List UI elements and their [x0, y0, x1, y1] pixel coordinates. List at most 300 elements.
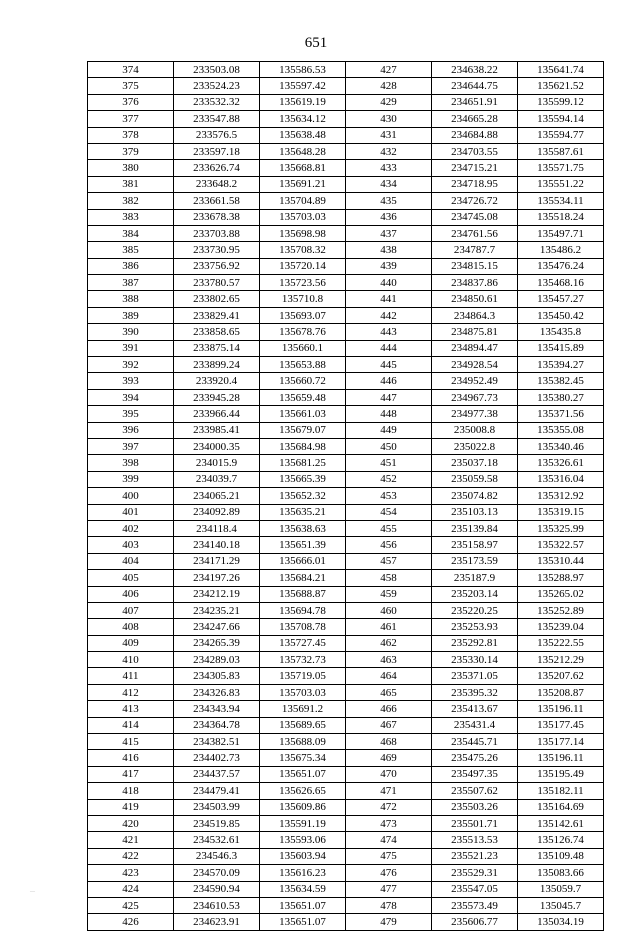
point-number-right-cell: 472 — [346, 799, 432, 815]
x-coordinate-right-cell: 234850.61 — [432, 291, 518, 307]
point-number-right-cell: 439 — [346, 258, 432, 274]
x-coordinate-right-cell: 234726.72 — [432, 193, 518, 209]
y-coordinate-left-cell: 135668.81 — [260, 160, 346, 176]
point-number-left-cell: 393 — [88, 373, 174, 389]
table-row — [88, 504, 604, 520]
y-coordinate-left-cell: 135732.73 — [260, 652, 346, 668]
y-coordinate-left-cell: 135659.48 — [260, 389, 346, 405]
x-coordinate-left-cell: 233966.44 — [174, 406, 260, 422]
y-coordinate-left-cell: 135679.07 — [260, 422, 346, 438]
point-number-left-cell: 417 — [88, 766, 174, 782]
y-coordinate-right-cell: 135142.61 — [518, 815, 604, 831]
y-coordinate-left-cell: 135703.03 — [260, 684, 346, 700]
y-coordinate-right-cell: 135059.7 — [518, 881, 604, 897]
x-coordinate-right-cell: 234864.3 — [432, 307, 518, 323]
point-number-right-cell: 474 — [346, 832, 432, 848]
point-number-left-cell: 402 — [88, 520, 174, 536]
y-coordinate-right-cell: 135476.24 — [518, 258, 604, 274]
table-row — [88, 275, 604, 291]
point-number-left-cell: 419 — [88, 799, 174, 815]
point-number-left-cell: 414 — [88, 717, 174, 733]
table-row — [88, 373, 604, 389]
table-row — [88, 865, 604, 881]
x-coordinate-left-cell: 234305.83 — [174, 668, 260, 684]
x-coordinate-left-cell: 233875.14 — [174, 340, 260, 356]
point-number-right-cell: 466 — [346, 701, 432, 717]
point-number-right-cell: 463 — [346, 652, 432, 668]
point-number-right-cell: 447 — [346, 389, 432, 405]
table-row — [88, 832, 604, 848]
y-coordinate-left-cell: 135603.94 — [260, 848, 346, 864]
y-coordinate-right-cell: 135325.99 — [518, 520, 604, 536]
y-coordinate-left-cell: 135660.72 — [260, 373, 346, 389]
point-number-right-cell: 468 — [346, 734, 432, 750]
point-number-right-cell: 473 — [346, 815, 432, 831]
point-number-left-cell: 386 — [88, 258, 174, 274]
y-coordinate-right-cell: 135457.27 — [518, 291, 604, 307]
point-number-right-cell: 462 — [346, 635, 432, 651]
table-row — [88, 570, 604, 586]
x-coordinate-left-cell: 234519.85 — [174, 815, 260, 831]
x-coordinate-left-cell: 234092.89 — [174, 504, 260, 520]
y-coordinate-right-cell: 135310.44 — [518, 553, 604, 569]
y-coordinate-left-cell: 135720.14 — [260, 258, 346, 274]
point-number-left-cell: 412 — [88, 684, 174, 700]
point-number-right-cell: 446 — [346, 373, 432, 389]
y-coordinate-left-cell: 135684.98 — [260, 438, 346, 454]
x-coordinate-left-cell: 233829.41 — [174, 307, 260, 323]
y-coordinate-right-cell: 135196.11 — [518, 701, 604, 717]
y-coordinate-right-cell: 135034.19 — [518, 914, 604, 930]
point-number-right-cell: 471 — [346, 783, 432, 799]
y-coordinate-left-cell: 135638.63 — [260, 520, 346, 536]
y-coordinate-left-cell: 135638.48 — [260, 127, 346, 143]
table-row — [88, 406, 604, 422]
y-coordinate-right-cell: 135126.74 — [518, 832, 604, 848]
point-number-right-cell: 467 — [346, 717, 432, 733]
y-coordinate-right-cell: 135177.14 — [518, 734, 604, 750]
table-row — [88, 717, 604, 733]
point-number-left-cell: 421 — [88, 832, 174, 848]
footer-mark: — — [30, 890, 35, 895]
x-coordinate-right-cell: 235431.4 — [432, 717, 518, 733]
y-coordinate-left-cell: 135691.2 — [260, 701, 346, 717]
y-coordinate-right-cell: 135326.61 — [518, 455, 604, 471]
table-row — [88, 111, 604, 127]
point-number-left-cell: 422 — [88, 848, 174, 864]
y-coordinate-right-cell: 135450.42 — [518, 307, 604, 323]
x-coordinate-right-cell: 235503.26 — [432, 799, 518, 815]
x-coordinate-right-cell: 235445.71 — [432, 734, 518, 750]
table-row — [88, 734, 604, 750]
y-coordinate-left-cell: 135651.07 — [260, 766, 346, 782]
point-number-left-cell: 394 — [88, 389, 174, 405]
point-number-left-cell: 375 — [88, 78, 174, 94]
x-coordinate-left-cell: 234235.21 — [174, 602, 260, 618]
y-coordinate-right-cell: 135319.15 — [518, 504, 604, 520]
x-coordinate-right-cell: 234928.54 — [432, 357, 518, 373]
y-coordinate-right-cell: 135594.77 — [518, 127, 604, 143]
y-coordinate-right-cell: 135045.7 — [518, 897, 604, 913]
x-coordinate-left-cell: 233858.65 — [174, 324, 260, 340]
x-coordinate-right-cell: 234967.73 — [432, 389, 518, 405]
y-coordinate-right-cell: 135265.02 — [518, 586, 604, 602]
x-coordinate-left-cell: 233802.65 — [174, 291, 260, 307]
y-coordinate-right-cell: 135534.11 — [518, 193, 604, 209]
point-number-right-cell: 476 — [346, 865, 432, 881]
point-number-left-cell: 409 — [88, 635, 174, 651]
x-coordinate-right-cell: 235173.59 — [432, 553, 518, 569]
point-number-left-cell: 385 — [88, 242, 174, 258]
x-coordinate-left-cell: 233985.41 — [174, 422, 260, 438]
point-number-left-cell: 423 — [88, 865, 174, 881]
table-row — [88, 914, 604, 930]
point-number-right-cell: 443 — [346, 324, 432, 340]
x-coordinate-left-cell: 234532.61 — [174, 832, 260, 848]
table-row — [88, 242, 604, 258]
point-number-left-cell: 381 — [88, 176, 174, 192]
table-row — [88, 389, 604, 405]
y-coordinate-left-cell: 135609.86 — [260, 799, 346, 815]
point-number-left-cell: 401 — [88, 504, 174, 520]
point-number-left-cell: 390 — [88, 324, 174, 340]
x-coordinate-right-cell: 234745.08 — [432, 209, 518, 225]
x-coordinate-right-cell: 235220.25 — [432, 602, 518, 618]
x-coordinate-right-cell: 235606.77 — [432, 914, 518, 930]
x-coordinate-right-cell: 235330.14 — [432, 652, 518, 668]
y-coordinate-right-cell: 135518.24 — [518, 209, 604, 225]
point-number-right-cell: 432 — [346, 143, 432, 159]
y-coordinate-right-cell: 135355.08 — [518, 422, 604, 438]
table-row — [88, 471, 604, 487]
table-row — [88, 799, 604, 815]
table-row — [88, 783, 604, 799]
coordinates-table-body — [88, 62, 604, 931]
y-coordinate-left-cell: 135723.56 — [260, 275, 346, 291]
y-coordinate-left-cell: 135704.89 — [260, 193, 346, 209]
table-row — [88, 143, 604, 159]
y-coordinate-right-cell: 135382.45 — [518, 373, 604, 389]
y-coordinate-left-cell: 135597.42 — [260, 78, 346, 94]
table-row — [88, 193, 604, 209]
point-number-right-cell: 469 — [346, 750, 432, 766]
point-number-right-cell: 450 — [346, 438, 432, 454]
y-coordinate-left-cell: 135691.21 — [260, 176, 346, 192]
table-row — [88, 160, 604, 176]
point-number-left-cell: 396 — [88, 422, 174, 438]
point-number-left-cell: 383 — [88, 209, 174, 225]
point-number-left-cell: 407 — [88, 602, 174, 618]
x-coordinate-right-cell: 235037.18 — [432, 455, 518, 471]
table-row — [88, 357, 604, 373]
y-coordinate-left-cell: 135634.12 — [260, 111, 346, 127]
point-number-right-cell: 434 — [346, 176, 432, 192]
table-row — [88, 324, 604, 340]
x-coordinate-right-cell: 235059.58 — [432, 471, 518, 487]
y-coordinate-right-cell: 135252.89 — [518, 602, 604, 618]
point-number-right-cell: 433 — [346, 160, 432, 176]
x-coordinate-left-cell: 234479.41 — [174, 783, 260, 799]
y-coordinate-right-cell: 135380.27 — [518, 389, 604, 405]
point-number-right-cell: 440 — [346, 275, 432, 291]
x-coordinate-left-cell: 234610.53 — [174, 897, 260, 913]
y-coordinate-right-cell: 135212.29 — [518, 652, 604, 668]
point-number-left-cell: 380 — [88, 160, 174, 176]
point-number-right-cell: 461 — [346, 619, 432, 635]
x-coordinate-left-cell: 233661.58 — [174, 193, 260, 209]
point-number-right-cell: 429 — [346, 94, 432, 110]
point-number-left-cell: 415 — [88, 734, 174, 750]
x-coordinate-left-cell: 233899.24 — [174, 357, 260, 373]
x-coordinate-left-cell: 234247.66 — [174, 619, 260, 635]
point-number-left-cell: 379 — [88, 143, 174, 159]
x-coordinate-left-cell: 234065.21 — [174, 488, 260, 504]
point-number-left-cell: 411 — [88, 668, 174, 684]
x-coordinate-right-cell: 235022.8 — [432, 438, 518, 454]
x-coordinate-left-cell: 233626.74 — [174, 160, 260, 176]
x-coordinate-left-cell: 234197.26 — [174, 570, 260, 586]
point-number-right-cell: 464 — [346, 668, 432, 684]
point-number-right-cell: 454 — [346, 504, 432, 520]
y-coordinate-left-cell: 135586.53 — [260, 62, 346, 78]
x-coordinate-left-cell: 233920.4 — [174, 373, 260, 389]
point-number-right-cell: 437 — [346, 225, 432, 241]
point-number-right-cell: 431 — [346, 127, 432, 143]
point-number-left-cell: 378 — [88, 127, 174, 143]
point-number-left-cell: 382 — [88, 193, 174, 209]
y-coordinate-right-cell: 135109.48 — [518, 848, 604, 864]
point-number-left-cell: 408 — [88, 619, 174, 635]
x-coordinate-right-cell: 235501.71 — [432, 815, 518, 831]
point-number-left-cell: 403 — [88, 537, 174, 553]
x-coordinate-left-cell: 233678.38 — [174, 209, 260, 225]
x-coordinate-right-cell: 234875.81 — [432, 324, 518, 340]
point-number-left-cell: 400 — [88, 488, 174, 504]
x-coordinate-left-cell: 233532.32 — [174, 94, 260, 110]
x-coordinate-right-cell: 235158.97 — [432, 537, 518, 553]
y-coordinate-left-cell: 135694.78 — [260, 602, 346, 618]
x-coordinate-right-cell: 235513.53 — [432, 832, 518, 848]
table-row — [88, 176, 604, 192]
x-coordinate-right-cell: 235203.14 — [432, 586, 518, 602]
x-coordinate-right-cell: 234665.28 — [432, 111, 518, 127]
table-row — [88, 78, 604, 94]
point-number-right-cell: 452 — [346, 471, 432, 487]
table-row — [88, 127, 604, 143]
x-coordinate-right-cell: 234815.15 — [432, 258, 518, 274]
point-number-right-cell: 470 — [346, 766, 432, 782]
point-number-left-cell: 426 — [88, 914, 174, 930]
x-coordinate-left-cell: 234265.39 — [174, 635, 260, 651]
point-number-left-cell: 395 — [88, 406, 174, 422]
x-coordinate-left-cell: 234326.83 — [174, 684, 260, 700]
y-coordinate-right-cell: 135195.49 — [518, 766, 604, 782]
table-row — [88, 455, 604, 471]
point-number-right-cell: 456 — [346, 537, 432, 553]
point-number-right-cell: 445 — [346, 357, 432, 373]
point-number-right-cell: 451 — [346, 455, 432, 471]
x-coordinate-right-cell: 234952.49 — [432, 373, 518, 389]
x-coordinate-right-cell: 235497.35 — [432, 766, 518, 782]
point-number-right-cell: 465 — [346, 684, 432, 700]
x-coordinate-right-cell: 234977.38 — [432, 406, 518, 422]
y-coordinate-left-cell: 135681.25 — [260, 455, 346, 471]
y-coordinate-left-cell: 135616.23 — [260, 865, 346, 881]
x-coordinate-right-cell: 235103.13 — [432, 504, 518, 520]
y-coordinate-right-cell: 135571.75 — [518, 160, 604, 176]
point-number-left-cell: 377 — [88, 111, 174, 127]
x-coordinate-left-cell: 234343.94 — [174, 701, 260, 717]
y-coordinate-left-cell: 135660.1 — [260, 340, 346, 356]
y-coordinate-left-cell: 135593.06 — [260, 832, 346, 848]
x-coordinate-right-cell: 235187.9 — [432, 570, 518, 586]
x-coordinate-left-cell: 234212.19 — [174, 586, 260, 602]
table-row — [88, 848, 604, 864]
x-coordinate-left-cell: 234503.99 — [174, 799, 260, 815]
y-coordinate-left-cell: 135688.09 — [260, 734, 346, 750]
x-coordinate-left-cell: 234570.09 — [174, 865, 260, 881]
table-row — [88, 340, 604, 356]
y-coordinate-left-cell: 135693.07 — [260, 307, 346, 323]
point-number-left-cell: 397 — [88, 438, 174, 454]
table-row — [88, 438, 604, 454]
y-coordinate-left-cell: 135703.03 — [260, 209, 346, 225]
table-row — [88, 291, 604, 307]
x-coordinate-left-cell: 234546.3 — [174, 848, 260, 864]
point-number-left-cell: 376 — [88, 94, 174, 110]
point-number-right-cell: 430 — [346, 111, 432, 127]
x-coordinate-left-cell: 234437.57 — [174, 766, 260, 782]
x-coordinate-right-cell: 234651.91 — [432, 94, 518, 110]
point-number-left-cell: 406 — [88, 586, 174, 602]
x-coordinate-left-cell: 234382.51 — [174, 734, 260, 750]
y-coordinate-left-cell: 135708.78 — [260, 619, 346, 635]
y-coordinate-left-cell: 135727.45 — [260, 635, 346, 651]
y-coordinate-left-cell: 135652.32 — [260, 488, 346, 504]
x-coordinate-left-cell: 234039.7 — [174, 471, 260, 487]
x-coordinate-left-cell: 233547.88 — [174, 111, 260, 127]
table-row — [88, 881, 604, 897]
x-coordinate-right-cell: 235253.93 — [432, 619, 518, 635]
point-number-right-cell: 458 — [346, 570, 432, 586]
x-coordinate-left-cell: 234402.73 — [174, 750, 260, 766]
x-coordinate-left-cell: 234015.9 — [174, 455, 260, 471]
table-row — [88, 602, 604, 618]
y-coordinate-right-cell: 135322.57 — [518, 537, 604, 553]
x-coordinate-left-cell: 233730.95 — [174, 242, 260, 258]
table-row — [88, 619, 604, 635]
x-coordinate-left-cell: 233780.57 — [174, 275, 260, 291]
point-number-left-cell: 399 — [88, 471, 174, 487]
y-coordinate-right-cell: 135497.71 — [518, 225, 604, 241]
x-coordinate-left-cell: 234289.03 — [174, 652, 260, 668]
x-coordinate-right-cell: 234718.95 — [432, 176, 518, 192]
coordinates-table — [87, 61, 604, 931]
y-coordinate-right-cell: 135587.61 — [518, 143, 604, 159]
point-number-left-cell: 410 — [88, 652, 174, 668]
x-coordinate-right-cell: 235395.32 — [432, 684, 518, 700]
x-coordinate-left-cell: 233945.28 — [174, 389, 260, 405]
x-coordinate-left-cell: 234364.78 — [174, 717, 260, 733]
y-coordinate-right-cell: 135083.66 — [518, 865, 604, 881]
point-number-left-cell: 391 — [88, 340, 174, 356]
point-number-right-cell: 475 — [346, 848, 432, 864]
y-coordinate-left-cell: 135635.21 — [260, 504, 346, 520]
y-coordinate-left-cell: 135666.01 — [260, 553, 346, 569]
y-coordinate-left-cell: 135688.87 — [260, 586, 346, 602]
point-number-left-cell: 424 — [88, 881, 174, 897]
y-coordinate-left-cell: 135678.76 — [260, 324, 346, 340]
x-coordinate-right-cell: 234787.7 — [432, 242, 518, 258]
y-coordinate-right-cell: 135316.04 — [518, 471, 604, 487]
y-coordinate-right-cell: 135486.2 — [518, 242, 604, 258]
table-row — [88, 422, 604, 438]
point-number-right-cell: 442 — [346, 307, 432, 323]
point-number-left-cell: 420 — [88, 815, 174, 831]
point-number-right-cell: 455 — [346, 520, 432, 536]
x-coordinate-right-cell: 234894.47 — [432, 340, 518, 356]
point-number-left-cell: 388 — [88, 291, 174, 307]
y-coordinate-right-cell: 135222.55 — [518, 635, 604, 651]
point-number-left-cell: 405 — [88, 570, 174, 586]
y-coordinate-left-cell: 135651.39 — [260, 537, 346, 553]
point-number-left-cell: 418 — [88, 783, 174, 799]
x-coordinate-right-cell: 234837.86 — [432, 275, 518, 291]
point-number-right-cell: 477 — [346, 881, 432, 897]
x-coordinate-left-cell: 234118.4 — [174, 520, 260, 536]
y-coordinate-right-cell: 135340.46 — [518, 438, 604, 454]
table-row — [88, 701, 604, 717]
y-coordinate-right-cell: 135182.11 — [518, 783, 604, 799]
point-number-left-cell: 425 — [88, 897, 174, 913]
point-number-left-cell: 404 — [88, 553, 174, 569]
x-coordinate-right-cell: 235371.05 — [432, 668, 518, 684]
x-coordinate-right-cell: 235074.82 — [432, 488, 518, 504]
x-coordinate-left-cell: 233756.92 — [174, 258, 260, 274]
point-number-right-cell: 453 — [346, 488, 432, 504]
table-row — [88, 815, 604, 831]
x-coordinate-right-cell: 234761.56 — [432, 225, 518, 241]
x-coordinate-right-cell: 235008.8 — [432, 422, 518, 438]
y-coordinate-left-cell: 135719.05 — [260, 668, 346, 684]
point-number-left-cell: 398 — [88, 455, 174, 471]
x-coordinate-left-cell: 233703.88 — [174, 225, 260, 241]
point-number-right-cell: 460 — [346, 602, 432, 618]
y-coordinate-left-cell: 135653.88 — [260, 357, 346, 373]
point-number-left-cell: 387 — [88, 275, 174, 291]
x-coordinate-right-cell: 235292.81 — [432, 635, 518, 651]
point-number-left-cell: 374 — [88, 62, 174, 78]
x-coordinate-left-cell: 234171.29 — [174, 553, 260, 569]
x-coordinate-right-cell: 234644.75 — [432, 78, 518, 94]
y-coordinate-left-cell: 135698.98 — [260, 225, 346, 241]
y-coordinate-right-cell: 135207.62 — [518, 668, 604, 684]
x-coordinate-left-cell: 234000.35 — [174, 438, 260, 454]
y-coordinate-right-cell: 135312.92 — [518, 488, 604, 504]
point-number-right-cell: 459 — [346, 586, 432, 602]
table-row — [88, 668, 604, 684]
x-coordinate-left-cell: 234590.94 — [174, 881, 260, 897]
point-number-right-cell: 448 — [346, 406, 432, 422]
point-number-left-cell: 384 — [88, 225, 174, 241]
y-coordinate-right-cell: 135177.45 — [518, 717, 604, 733]
y-coordinate-right-cell: 135641.74 — [518, 62, 604, 78]
y-coordinate-left-cell: 135665.39 — [260, 471, 346, 487]
point-number-left-cell: 392 — [88, 357, 174, 373]
x-coordinate-left-cell: 234140.18 — [174, 537, 260, 553]
point-number-right-cell: 436 — [346, 209, 432, 225]
table-row — [88, 225, 604, 241]
